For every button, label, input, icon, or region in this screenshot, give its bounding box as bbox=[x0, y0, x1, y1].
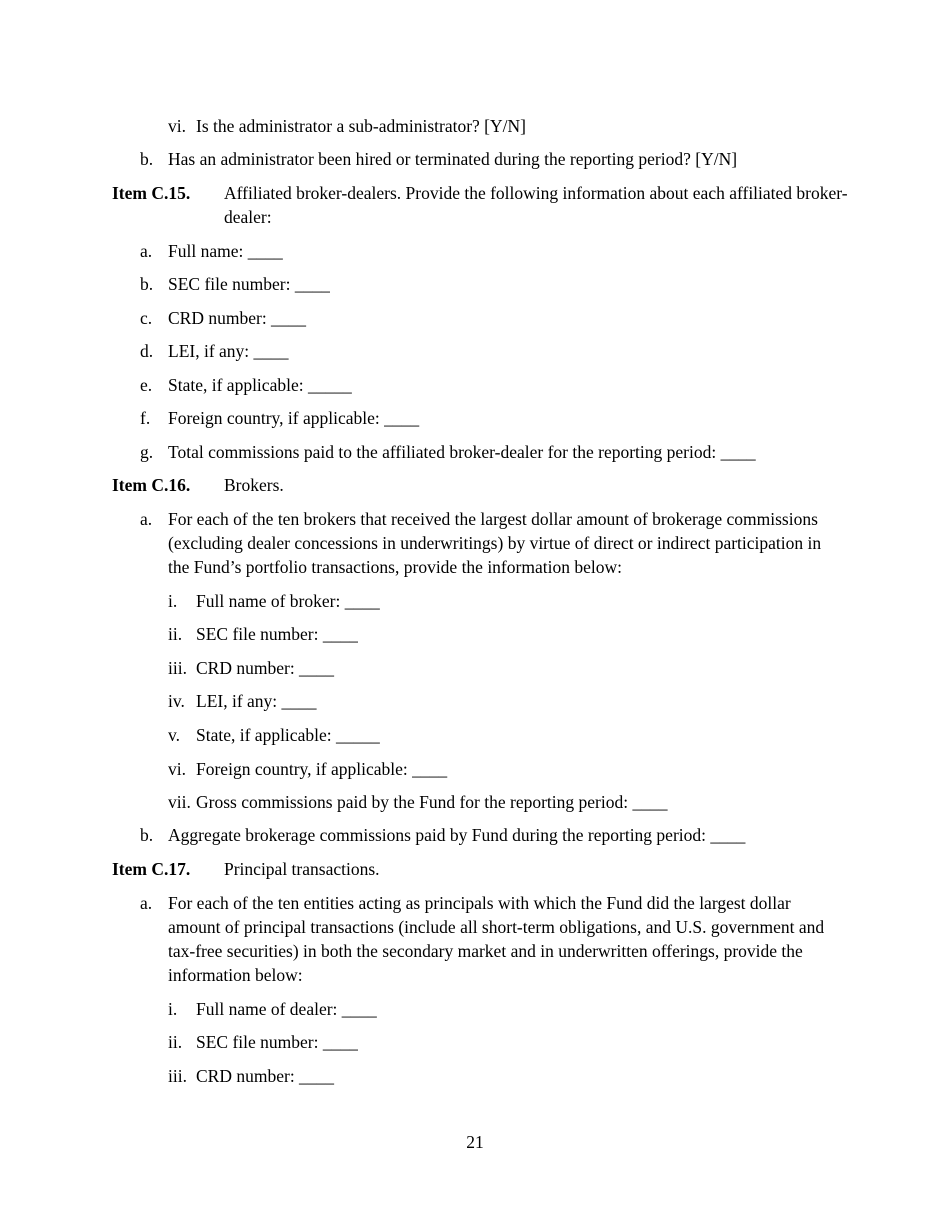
list-item-text: SEC file number: ____ bbox=[196, 624, 358, 644]
item-c15-description: Affiliated broker-dealers. Provide the following information about each affiliated broker-dealer: bbox=[224, 183, 848, 227]
list-item-text: State, if applicable: _____ bbox=[196, 725, 380, 745]
list-item-text: Full name of broker: ____ bbox=[196, 591, 380, 611]
list-marker: ii. bbox=[168, 624, 183, 644]
list-marker: iv. bbox=[168, 691, 185, 711]
list-item-text: LEI, if any: ____ bbox=[168, 341, 289, 361]
list-item-text: Aggregate brokerage commissions paid by Fund during the reporting period: ____ bbox=[168, 825, 746, 845]
item-heading-c16: Item C.16. bbox=[112, 475, 191, 495]
list-item-text: State, if applicable: _____ bbox=[168, 375, 352, 395]
list-item-text: For each of the ten brokers that received the largest dollar amount of brokerage commissions (excluding dealer concessions in underwritings) by virtue of direct or indirect participation in the Fund’s portfolio transactions, provide the information below: bbox=[168, 509, 822, 577]
list-item-text: Is the administrator a sub-administrator? [Y/N] bbox=[196, 116, 526, 136]
list-item-text: Total commissions paid to the affiliated broker-dealer for the reporting period: ____ bbox=[168, 442, 756, 462]
list-marker: iii. bbox=[168, 1066, 187, 1086]
list-marker: g. bbox=[140, 442, 154, 462]
item-heading-c17: Item C.17. bbox=[112, 859, 191, 879]
list-item-text: Gross commissions paid by the Fund for the reporting period: ____ bbox=[196, 792, 668, 812]
list-item-text: Full name of dealer: ____ bbox=[196, 999, 377, 1019]
list-marker: a. bbox=[140, 241, 153, 261]
list-marker: b. bbox=[140, 825, 154, 845]
list-marker: b. bbox=[140, 274, 154, 294]
list-marker: a. bbox=[140, 509, 153, 529]
list-item-text: Has an administrator been hired or terminated during the reporting period? [Y/N] bbox=[168, 149, 738, 169]
list-item-text: CRD number: ____ bbox=[168, 308, 307, 328]
list-marker: d. bbox=[140, 341, 154, 361]
list-marker: ii. bbox=[168, 1032, 183, 1052]
item-heading-c15: Item C.15. bbox=[112, 183, 191, 203]
list-item-text: Full name: ____ bbox=[168, 241, 283, 261]
list-item-text: SEC file number: ____ bbox=[168, 274, 330, 294]
page-number: 21 bbox=[466, 1132, 484, 1152]
list-item-text: CRD number: ____ bbox=[196, 658, 335, 678]
list-item-text: SEC file number: ____ bbox=[196, 1032, 358, 1052]
list-marker: iii. bbox=[168, 658, 187, 678]
list-marker: c. bbox=[140, 308, 153, 328]
list-item-text: Foreign country, if applicable: ____ bbox=[196, 759, 448, 779]
list-marker: i. bbox=[168, 999, 178, 1019]
list-marker: vi. bbox=[168, 116, 186, 136]
list-marker: e. bbox=[140, 375, 153, 395]
list-marker: f. bbox=[140, 408, 151, 428]
list-item-text: CRD number: ____ bbox=[196, 1066, 335, 1086]
list-item-text: For each of the ten entities acting as principals with which the Fund did the largest dollar amount of principal transactions (include all short-term obligations, and U.S. government and tax-free securities) in both the secondary market and in underwritten offerings, provide the information below: bbox=[168, 893, 825, 985]
list-marker: i. bbox=[168, 591, 178, 611]
list-item-text: LEI, if any: ____ bbox=[196, 691, 317, 711]
item-c16-description: Brokers. bbox=[224, 475, 284, 495]
list-marker: v. bbox=[168, 725, 180, 745]
list-marker: a. bbox=[140, 893, 153, 913]
list-marker: vi. bbox=[168, 759, 186, 779]
list-marker: vii. bbox=[168, 792, 191, 812]
item-c17-description: Principal transactions. bbox=[224, 859, 380, 879]
list-item-text: Foreign country, if applicable: ____ bbox=[168, 408, 420, 428]
list-marker: b. bbox=[140, 149, 154, 169]
